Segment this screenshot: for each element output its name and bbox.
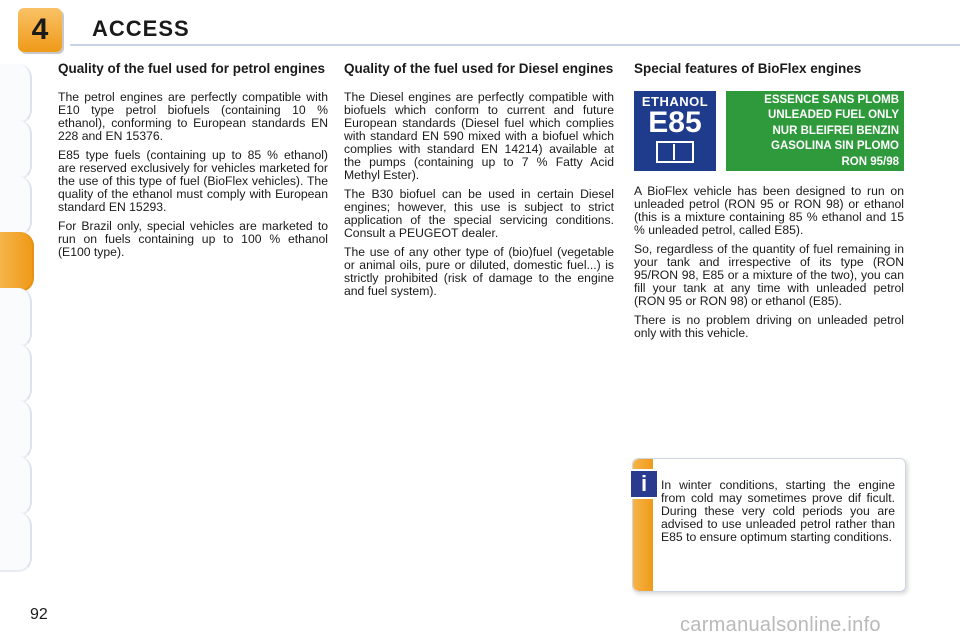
chapter-badge: 4 bbox=[18, 8, 62, 52]
winter-info-box bbox=[632, 458, 906, 592]
unleaded-fuel-label bbox=[726, 91, 904, 171]
info-text: In winter conditions, starting the engine from cold may sometimes prove dif ficult. During these very cold periods you are advised to use unleaded petrol rather than E85 to ensure optimum starting conditions. bbox=[661, 478, 895, 544]
page-number: 92 bbox=[30, 606, 48, 623]
bioflex-section bbox=[634, 62, 904, 346]
chapter-thumb-tabs bbox=[0, 64, 34, 576]
thumb-tab-1[interactable] bbox=[0, 64, 32, 124]
thumb-tab-4-active[interactable] bbox=[0, 232, 34, 292]
diesel-paragraph-1: The Diesel engines are perfectly compatible with biofuels which conform to current and future European standards (Diesel fuel which complies with standard EN 590 mixed with a biofuel which complies with standard EN 14214) available at the pumps (containing up to 7 % Fatty Acid Methyl Ester). bbox=[344, 89, 614, 182]
thumb-tab-6[interactable] bbox=[0, 344, 32, 404]
info-icon: i bbox=[629, 469, 659, 499]
bioflex-heading: Special features of BioFlex engines bbox=[634, 61, 862, 76]
petrol-paragraph-2: E85 type fuels (containing up to 85 % ethanol) are reserved exclusively for vehicles marketed for the use of this type of fuel (BioFlex vehicles). The quality of the ethanol must comply with European standard EN 15293. bbox=[58, 147, 328, 214]
ethanol-label-top: ETHANOL bbox=[641, 93, 709, 109]
bioflex-paragraph-1: A BioFlex vehicle has been designed to run on unleaded petrol (RON 95 or RON 98) or ethanol (this is a mixture containing 85 % ethanol and 15 % unleaded petrol, called E85). bbox=[634, 183, 904, 237]
diesel-paragraph-2: The B30 biofuel can be used in certain Diesel engines; however, this use is subject to strict application of the special servicing conditions. Consult a PEUGEOT dealer. bbox=[344, 186, 614, 240]
header bbox=[0, 0, 960, 48]
fuel-labels bbox=[634, 91, 904, 171]
petrol-paragraph-1: The petrol engines are perfectly compatible with E10 type petrol biofuels (containing 10 % ethanol), conforming to European standards EN 228 and EN 15376. bbox=[58, 89, 328, 143]
ethanol-e85-label bbox=[634, 91, 716, 171]
petrol-heading: Quality of the fuel used for petrol engines bbox=[58, 61, 326, 76]
diesel-fuel-section bbox=[344, 62, 614, 304]
diesel-paragraph-3: The use of any other type of (bio)fuel (vegetable or animal oils, pure or diluted, domestic fuel...) is strictly prohibited (risk of damage to the engine and fuel system). bbox=[344, 244, 614, 298]
section-title: ACCESS bbox=[92, 16, 190, 41]
thumb-tab-9[interactable] bbox=[0, 512, 32, 572]
diesel-heading: Quality of the fuel used for Diesel engines bbox=[344, 61, 614, 76]
fuel-label-line-2: UNLEADED FUEL ONLY bbox=[768, 109, 899, 122]
thumb-tab-2[interactable] bbox=[0, 120, 32, 180]
ethanol-label-e85: E85 bbox=[648, 105, 702, 139]
watermark: carmanualsonline.info bbox=[680, 614, 881, 636]
book-icon bbox=[656, 141, 694, 163]
petrol-fuel-section bbox=[58, 62, 328, 265]
thumb-tab-5[interactable] bbox=[0, 288, 32, 348]
petrol-paragraph-3: For Brazil only, special vehicles are marketed to run on fuels containing up to 100 % ethanol (E100 type). bbox=[58, 218, 328, 259]
bioflex-paragraph-3: There is no problem driving on unleaded petrol only with this vehicle. bbox=[634, 312, 904, 340]
thumb-tab-3[interactable] bbox=[0, 176, 32, 236]
fuel-label-line-1: ESSENCE SANS PLOMB bbox=[764, 93, 899, 106]
header-divider bbox=[70, 44, 960, 46]
fuel-label-line-4: GASOLINA SIN PLOMO bbox=[771, 140, 899, 153]
fuel-label-line-3: NUR BLEIFREI BENZIN bbox=[772, 124, 899, 137]
thumb-tab-8[interactable] bbox=[0, 456, 32, 516]
bioflex-paragraph-2: So, regardless of the quantity of fuel remaining in your tank and irrespective of its type (RON 95/RON 98, E85 or a mixture of the two), you can fill your tank at any time with unleaded petrol (RON 95 or RON 98) or ethanol (E85). bbox=[634, 241, 904, 308]
fuel-label-line-5: RON 95/98 bbox=[841, 155, 899, 168]
thumb-tab-7[interactable] bbox=[0, 400, 32, 460]
